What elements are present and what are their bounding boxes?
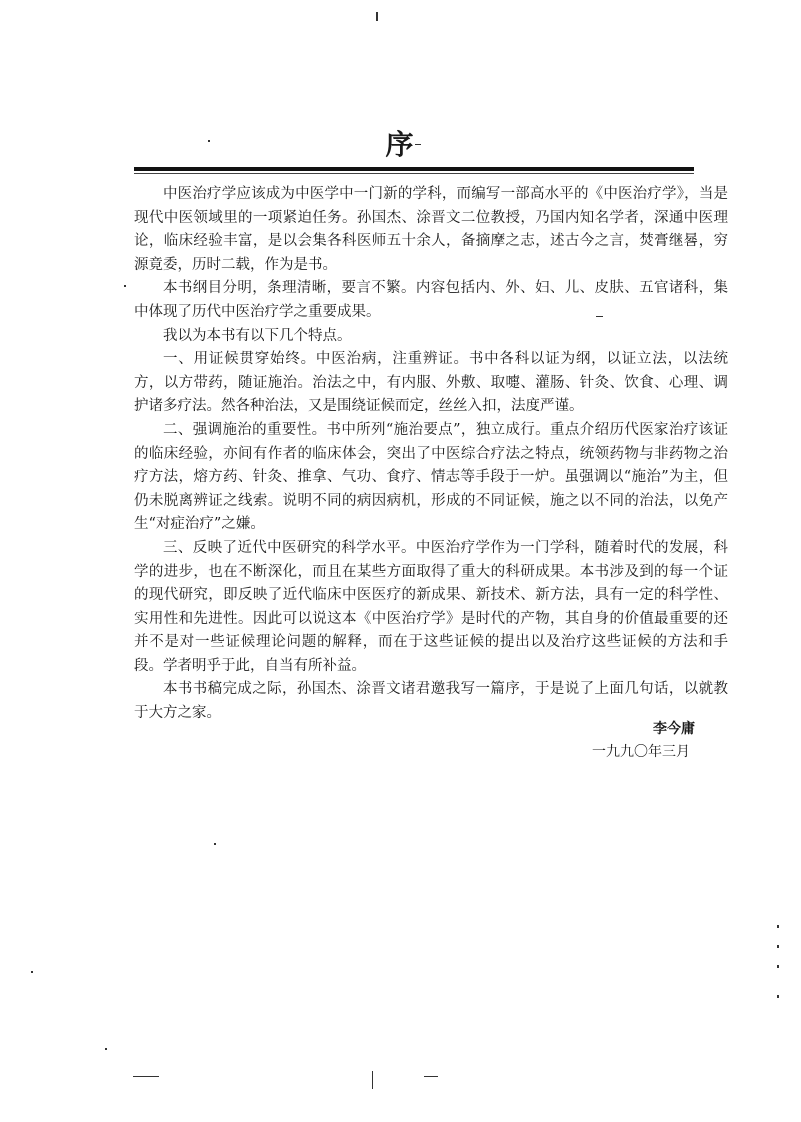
scan-speck xyxy=(105,1048,107,1050)
scan-speck xyxy=(133,1076,159,1077)
scan-speck xyxy=(424,1076,438,1077)
scan-speck xyxy=(777,995,779,998)
preface-body xyxy=(134,183,728,726)
paragraph: 我以为本书有以下几个特点。 xyxy=(163,327,352,344)
scan-speck xyxy=(214,843,216,845)
page-title: 序 xyxy=(385,128,416,161)
scan-speck xyxy=(31,971,33,973)
paragraph: 本书书稿完成之际，孙国杰、涂晋文诸君邀我写一篇序，于是说了上面几句话，以就教于大方之家。 xyxy=(134,681,728,722)
paragraph: 二、强调施治的重要性。书中所列“施治要点”，独立成行。重点介绍历代医家治疗该证的临床经验，亦间有作者的临床体会，突出了中医综合疗法之特点，统领药物与非药物之治疗方法，熔方药、针灸、推拿、气功、食疗、情志等手段于一炉。虽强调以“施治”为主，但仍未脱离辨证之线索。说明不同的病因病机，形成的不同证候，施之以不同的治法，以免产生“对症治疗”之嫌。 xyxy=(134,421,728,533)
scan-speck xyxy=(372,1071,373,1089)
scan-speck xyxy=(777,945,779,948)
paragraph: 一、用证候贯穿始终。中医治病，注重辨证。书中各科以证为纲，以证立法，以法统方，以方带药，随证施治。治法之中，有内服、外敷、取嚏、灌肠、针灸、饮食、心理、调护诸多疗法。然各种治法，又是围绕证候而定，丝丝入扣，法度严谨。 xyxy=(134,351,728,415)
scan-speck xyxy=(124,285,126,287)
scan-speck xyxy=(596,316,603,317)
scan-speck xyxy=(777,925,779,928)
paragraph: 三、反映了近代中医研究的科学水平。中医治疗学作为一门学科，随着时代的发展，科学的进步，也在不断深化，而且在某些方面取得了重大的科研成果。本书涉及到的每一个证的现代研究，即反映了近代临床中医医疗的新成果、新技术、新方法，具有一定的科学性、实用性和先进性。因此可以说这本《中医治疗学》是时代的产物，其自身的价值最重要的还并不是对一些证候理论问题的解释，而在于这些证候的提出以及治疗这些证候的方法和手段。学者明乎于此，自当有所补益。 xyxy=(134,539,728,674)
paragraph: 本书纲目分明，条理清晰，要言不繁。内容包括内、外、妇、儿、皮肤、五官诸科，集中体现了历代中医治疗学之重要成果。 xyxy=(134,280,728,320)
scan-speck xyxy=(415,144,421,145)
scan-speck xyxy=(777,965,779,968)
paragraph: 中医治疗学应该成为中医学中一门新的学科，而编写一部高水平的《中医治疗学》，当是现代中医领域里的一项紧迫任务。孙国杰、涂晋文二位教授，乃国内知名学者，深通中医理论，临床经验丰富，是以会集各科医师五十余人，备摘摩之志，述古今之言，焚膏继晷，穷源竟委，历时二载，作为是书。 xyxy=(134,186,728,273)
scan-speck xyxy=(376,12,378,21)
author-signature: 李今庸 xyxy=(653,721,695,737)
title-divider-thick xyxy=(134,167,694,171)
scan-speck xyxy=(208,140,210,142)
preface-date: 一九九〇年三月 xyxy=(592,744,690,760)
title-divider-thin xyxy=(134,173,694,174)
